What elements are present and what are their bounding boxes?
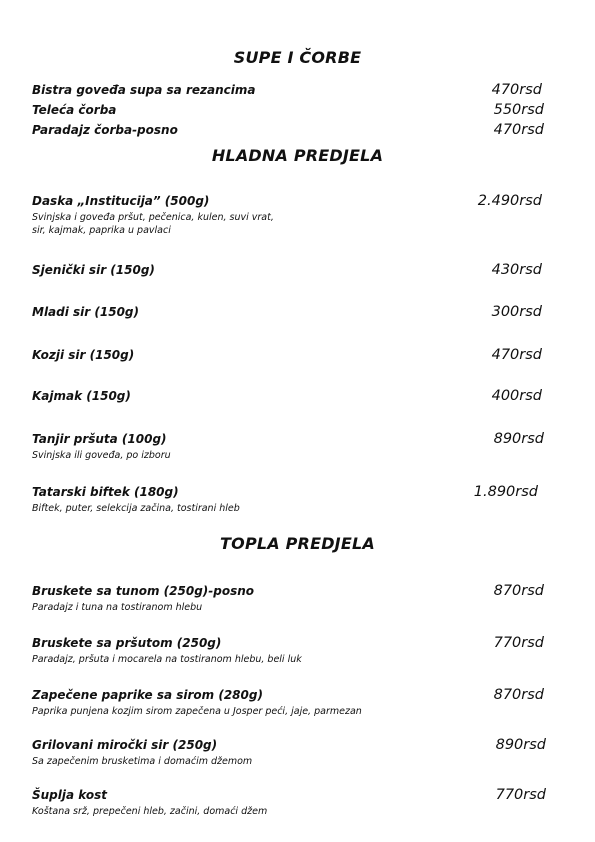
section-title-warm-starters: TOPLA PREDJELA — [220, 534, 375, 553]
item-price: 300rsd — [491, 304, 542, 320]
item-price: 470rsd — [491, 82, 542, 98]
item-price: 870rsd — [493, 583, 544, 599]
item-price: 870rsd — [493, 687, 544, 703]
item-description-line: Paradajz, pršuta i mocarela na tostiranom hlebu, beli luk — [32, 654, 302, 665]
menu-item — [32, 102, 552, 118]
item-name: Zapečene paprike sa sirom (280g) — [32, 688, 263, 702]
item-name: Grilovani miročki sir (250g) — [32, 738, 218, 752]
menu-item — [32, 122, 552, 138]
item-description — [32, 653, 552, 666]
menu-item — [32, 583, 552, 614]
menu-item — [32, 484, 552, 515]
section-title-cold-starters: HLADNA PREDJELA — [211, 146, 384, 165]
item-name: Teleća čorba — [32, 103, 117, 117]
item-description-line: Sa zapečenim brusketima i domaćim džemom — [32, 756, 253, 767]
section-title-soups: SUPE I ČORBE — [233, 48, 362, 67]
menu-item — [32, 304, 552, 320]
item-description — [32, 502, 552, 515]
item-description-line: Paprika punjena kozjim sirom zapečena u Josper peći, jaje, parmezan — [32, 706, 362, 717]
item-description — [32, 449, 552, 462]
item-price: 890rsd — [493, 431, 544, 447]
item-description-line: sir, kajmak, paprika u pavlaci — [32, 225, 171, 236]
item-price: 430rsd — [491, 262, 542, 278]
item-price: 770rsd — [495, 787, 546, 803]
menu-item — [32, 388, 552, 404]
item-name: Šuplja kost — [32, 788, 107, 802]
item-description-line: Koštana srž, prepečeni hleb, začini, domaći džem — [32, 806, 268, 817]
item-description — [32, 705, 552, 718]
menu-item — [32, 635, 552, 666]
menu-item — [32, 687, 552, 718]
item-price: 470rsd — [493, 122, 544, 138]
menu-item — [32, 262, 552, 278]
item-name: Kajmak (150g) — [32, 389, 131, 403]
item-name: Kozji sir (150g) — [32, 348, 135, 362]
item-name: Bruskete sa pršutom (250g) — [32, 636, 222, 650]
item-price: 890rsd — [495, 737, 546, 753]
item-price: 770rsd — [493, 635, 544, 651]
item-description-line: Svinjska ili goveđa, po izboru — [32, 450, 171, 461]
item-description — [32, 211, 552, 237]
item-name: Tanjir pršuta (100g) — [32, 432, 167, 446]
menu-item — [32, 787, 552, 818]
item-price: 470rsd — [491, 347, 542, 363]
item-name: Bruskete sa tunom (250g)-posno — [32, 584, 255, 598]
item-name: Sjenički sir (150g) — [32, 263, 155, 277]
item-description — [32, 805, 552, 818]
menu-item — [32, 82, 552, 98]
item-name: Daska „Institucija” (500g) — [32, 194, 210, 208]
menu-item — [32, 193, 552, 237]
item-name: Tatarski biftek (180g) — [32, 485, 179, 499]
item-description — [32, 601, 552, 614]
menu-item — [32, 431, 552, 462]
item-description-line: Biftek, puter, selekcija začina, tostirani hleb — [32, 503, 240, 514]
item-name: Paradajz čorba-posno — [32, 123, 178, 137]
item-name: Mladi sir (150g) — [32, 305, 139, 319]
item-description-line: Svinjska i goveđa pršut, pečenica, kulen, suvi vrat, — [32, 212, 274, 223]
item-description — [32, 755, 552, 768]
menu-item — [32, 347, 552, 363]
item-name: Bistra goveđa supa sa rezancima — [32, 83, 256, 97]
item-description-line: Paradajz i tuna na tostiranom hlebu — [32, 602, 203, 613]
item-price: 2.490rsd — [477, 193, 542, 209]
item-price: 550rsd — [493, 102, 544, 118]
item-price: 1.890rsd — [473, 484, 538, 500]
item-price: 400rsd — [491, 388, 542, 404]
menu-item — [32, 737, 552, 768]
